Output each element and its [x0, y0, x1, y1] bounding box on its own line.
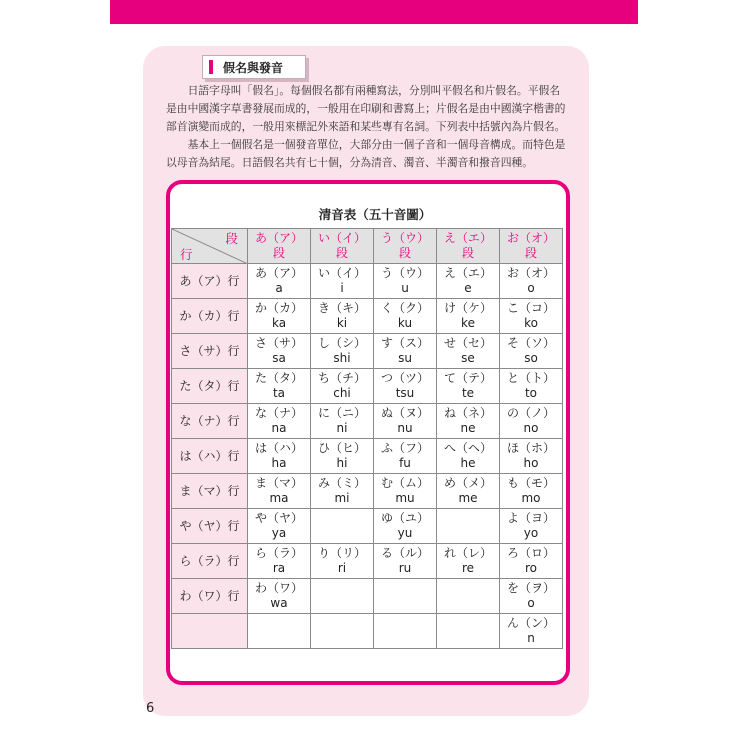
kana-cell: [500, 439, 563, 474]
row-header: か（カ）行: [172, 299, 248, 334]
romaji-text: ro: [524, 561, 537, 575]
row-header: わ（ワ）行: [172, 579, 248, 614]
kana-cell: [500, 334, 563, 369]
intro-paragraph-1: 日語字母叫「假名」。每個假名都有兩種寫法，分別叫平假名和片假名。平假名是由中國漢字草書發展而成的，一般用在印刷和書寫上；片假名是由中國漢字楷書的部首演變而成的，一般用來標記外來語和某些專有名詞。下列表中括號內為片假名。: [166, 84, 566, 133]
column-header-label: 段: [398, 246, 411, 260]
row-header: さ（サ）行: [172, 334, 248, 369]
row-header: や（ヤ）行: [172, 509, 248, 544]
kana-text: ね（ネ）: [443, 406, 492, 420]
romaji-text: chi: [333, 386, 351, 400]
kana-cell: [311, 544, 374, 579]
kana-cell: [374, 369, 437, 404]
romaji-text: wa: [270, 596, 288, 610]
kana-text: け（ケ）: [443, 301, 492, 315]
kana-cell: [437, 474, 500, 509]
romaji-text: mi: [334, 491, 350, 505]
kana-text: れ（レ）: [443, 546, 492, 560]
kana-cell: [437, 439, 500, 474]
section-title: 假名與發音: [223, 61, 284, 75]
romaji-text: tsu: [395, 386, 415, 400]
romaji-text: yu: [397, 526, 413, 540]
kana-cell: [437, 509, 500, 544]
kana-text: み（ミ）: [317, 476, 366, 490]
heading-marker: [209, 60, 213, 74]
column-header: [248, 229, 311, 264]
kana-text: る（ル）: [380, 546, 429, 560]
corner-dan-label: 段: [225, 231, 238, 246]
romaji-text: ri: [337, 561, 347, 575]
kana-cell: [374, 404, 437, 439]
intro-paragraph-2: 基本上一個假名是一個發音單位，大部分由一個子音和一個母音構成。而特色是以母音為結尾。日語假名共有七十個，分為清音、濁音、半濁音和撥音四種。: [166, 138, 566, 169]
romaji-text: u: [401, 281, 409, 295]
romaji-text: fu: [399, 456, 411, 470]
kana-cell: [500, 579, 563, 614]
kana-cell: [437, 404, 500, 439]
kana-cell: [374, 544, 437, 579]
section-heading: [202, 55, 306, 79]
kana-text: ゆ（ユ）: [380, 511, 429, 525]
kana-cell: [374, 614, 437, 649]
kana-cell: [500, 544, 563, 579]
kana-cell: [311, 264, 374, 299]
kana-cell: [248, 404, 311, 439]
kana-cell: [248, 614, 311, 649]
romaji-text: nu: [397, 421, 413, 435]
kana-cell: [248, 509, 311, 544]
kana-text: く（ク）: [380, 301, 429, 315]
kana-cell: [500, 299, 563, 334]
kana-text: と（ト）: [506, 371, 555, 385]
table-row: [172, 579, 563, 614]
kana-cell: [248, 439, 311, 474]
romaji-text: mu: [395, 491, 415, 505]
column-header-label: 段: [524, 246, 537, 260]
column-header-label: 段: [461, 246, 474, 260]
table-row: [172, 544, 563, 579]
kana-cell: [311, 579, 374, 614]
kana-cell: [311, 509, 374, 544]
romaji-text: yo: [523, 526, 539, 540]
kana-text: め（メ）: [443, 476, 492, 490]
kana-text: せ（セ）: [443, 336, 492, 350]
romaji-text: ne: [460, 421, 476, 435]
table-row: [172, 614, 563, 649]
kana-cell: [500, 614, 563, 649]
kana-text: て（テ）: [443, 371, 492, 385]
kana-cell: [248, 544, 311, 579]
kana-text: を（ヲ）: [506, 581, 555, 595]
kana-cell: [311, 614, 374, 649]
kana-text: ら（ラ）: [254, 546, 303, 560]
table-row: [172, 369, 563, 404]
romaji-text: i: [340, 281, 344, 295]
column-header: [500, 229, 563, 264]
kana-cell: [374, 264, 437, 299]
kana-cell: [374, 509, 437, 544]
kana-text: え（エ）: [443, 266, 492, 280]
corner-cell: [172, 229, 248, 264]
column-header-label: 段: [272, 246, 285, 260]
romaji-text: shi: [333, 351, 351, 365]
romaji-text: se: [461, 351, 475, 365]
kana-text: な（ナ）: [254, 406, 303, 420]
row-header: は（ハ）行: [172, 439, 248, 474]
romaji-text: te: [461, 386, 475, 400]
romaji-text: na: [271, 421, 287, 435]
romaji-text: no: [523, 421, 539, 435]
table-row: [172, 509, 563, 544]
kana-text: よ（ヨ）: [506, 511, 555, 525]
romaji-text: ta: [272, 386, 286, 400]
romaji-text: me: [458, 491, 478, 505]
kana-text: か（カ）: [254, 301, 303, 315]
row-header: ら（ラ）行: [172, 544, 248, 579]
kana-text: り（リ）: [317, 546, 366, 560]
kana-cell: [248, 334, 311, 369]
kana-text: さ（サ）: [254, 336, 303, 350]
row-header: [172, 614, 248, 649]
kana-text: ま（マ）: [254, 476, 303, 490]
kana-cell: [437, 544, 500, 579]
romaji-text: ki: [336, 316, 348, 330]
kana-text: そ（ソ）: [506, 336, 555, 350]
kana-cell: [374, 439, 437, 474]
romaji-text: he: [460, 456, 476, 470]
kana-text: も（モ）: [506, 476, 555, 490]
kana-table: [171, 228, 563, 649]
top-color-bar: [110, 0, 638, 24]
table-row: [172, 264, 563, 299]
kana-cell: [437, 264, 500, 299]
kana-text: わ（ワ）: [254, 581, 303, 595]
kana-text: い（イ）: [317, 266, 366, 280]
kana-text: き（キ）: [317, 301, 366, 315]
kana-cell: [500, 404, 563, 439]
kana-text: こ（コ）: [506, 301, 555, 315]
column-header-kana: う（ウ）: [380, 231, 429, 245]
romaji-text: to: [524, 386, 538, 400]
row-header: た（タ）行: [172, 369, 248, 404]
kana-text: の（ノ）: [506, 406, 555, 420]
romaji-text: a: [275, 281, 283, 295]
kana-text: し（シ）: [317, 336, 366, 350]
kana-cell: [248, 579, 311, 614]
romaji-text: ka: [271, 316, 287, 330]
column-header: [311, 229, 374, 264]
kana-cell: [500, 474, 563, 509]
kana-cell: [311, 474, 374, 509]
header-row: [172, 229, 563, 264]
column-header-kana: え（エ）: [443, 231, 492, 245]
romaji-text: su: [398, 351, 412, 365]
kana-text: ひ（ヒ）: [317, 441, 366, 455]
romaji-text: ku: [397, 316, 413, 330]
kana-text: に（ニ）: [317, 406, 366, 420]
romaji-text: n: [527, 631, 535, 645]
kana-text: つ（ツ）: [380, 371, 429, 385]
kana-text: は（ハ）: [254, 441, 303, 455]
kana-text: ん（ン）: [506, 616, 555, 630]
romaji-text: ru: [398, 561, 412, 575]
kana-cell: [500, 264, 563, 299]
column-header-kana: あ（ア）: [254, 231, 303, 245]
kana-text: あ（ア）: [254, 266, 303, 280]
column-header: [374, 229, 437, 264]
kana-cell: [311, 369, 374, 404]
romaji-text: ke: [461, 316, 475, 330]
kana-text: ろ（ロ）: [506, 546, 555, 560]
romaji-text: o: [527, 596, 535, 610]
table-row: [172, 334, 563, 369]
column-header: [437, 229, 500, 264]
romaji-text: ko: [524, 316, 538, 330]
column-header-label: 段: [335, 246, 348, 260]
corner-gyo-label: 行: [180, 247, 193, 262]
romaji-text: mo: [521, 491, 541, 505]
kana-text: お（オ）: [506, 266, 555, 280]
kana-cell: [248, 369, 311, 404]
kana-text: ほ（ホ）: [506, 441, 555, 455]
kana-text: ぬ（ヌ）: [380, 406, 429, 420]
kana-cell: [311, 404, 374, 439]
kana-cell: [248, 264, 311, 299]
table-row: [172, 404, 563, 439]
kana-cell: [500, 369, 563, 404]
table-title: 清音表（五十音圖）: [318, 207, 432, 222]
kana-cell: [437, 614, 500, 649]
kana-text: ち（チ）: [317, 371, 366, 385]
kana-text: へ（ヘ）: [443, 441, 492, 455]
table-row: [172, 299, 563, 334]
romaji-text: ho: [523, 456, 539, 470]
romaji-text: ra: [272, 561, 286, 575]
romaji-text: e: [464, 281, 472, 295]
kana-text: う（ウ）: [380, 266, 429, 280]
romaji-text: ha: [271, 456, 287, 470]
romaji-text: o: [527, 281, 535, 295]
page-number: 6: [146, 701, 155, 716]
kana-text: す（ス）: [380, 336, 429, 350]
table-row: [172, 439, 563, 474]
romaji-text: sa: [272, 351, 286, 365]
row-header: ま（マ）行: [172, 474, 248, 509]
kana-cell: [437, 369, 500, 404]
kana-cell: [500, 509, 563, 544]
romaji-text: ma: [269, 491, 289, 505]
kana-cell: [248, 299, 311, 334]
column-header-kana: お（オ）: [506, 231, 555, 245]
romaji-text: hi: [336, 456, 348, 470]
kana-text: た（タ）: [254, 371, 303, 385]
kana-cell: [437, 579, 500, 614]
kana-text: や（ヤ）: [254, 511, 303, 525]
romaji-text: ya: [271, 526, 287, 540]
romaji-text: so: [524, 351, 538, 365]
kana-cell: [374, 334, 437, 369]
table-row: [172, 474, 563, 509]
kana-cell: [311, 334, 374, 369]
kana-text: む（ム）: [380, 476, 429, 490]
kana-cell: [311, 439, 374, 474]
kana-cell: [374, 474, 437, 509]
romaji-text: ni: [336, 421, 348, 435]
kana-cell: [374, 579, 437, 614]
kana-cell: [437, 299, 500, 334]
column-header-kana: い（イ）: [317, 231, 366, 245]
row-header: な（ナ）行: [172, 404, 248, 439]
romaji-text: re: [461, 561, 475, 575]
kana-cell: [437, 334, 500, 369]
row-header: あ（ア）行: [172, 264, 248, 299]
kana-cell: [374, 299, 437, 334]
kana-cell: [248, 474, 311, 509]
kana-text: ふ（フ）: [380, 441, 429, 455]
kana-cell: [311, 299, 374, 334]
